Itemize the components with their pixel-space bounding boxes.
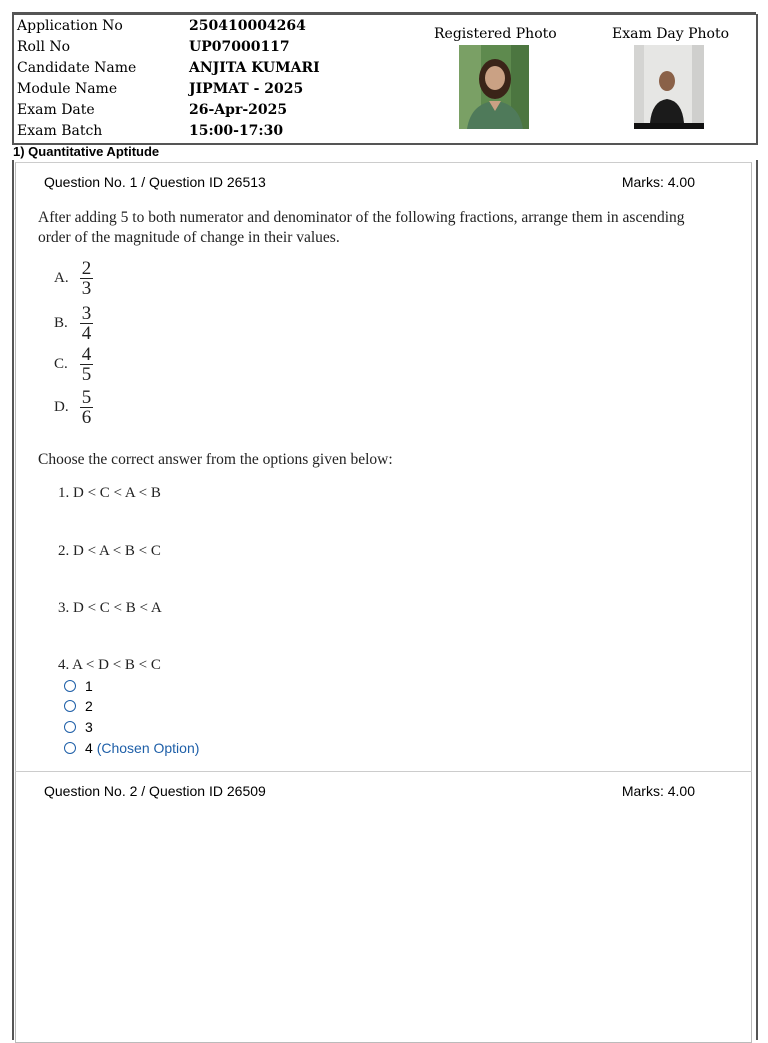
fraction-numerator: 2: [81, 258, 92, 279]
option-text: 1. D < C < A < B: [58, 485, 161, 501]
registered-photo-block: [434, 26, 557, 129]
radio-button[interactable]: [64, 680, 76, 692]
answer-option-label: 4: [85, 740, 93, 756]
registered-photo-label: Registered Photo: [434, 26, 557, 42]
exam-day-photo-label: Exam Day Photo: [612, 26, 730, 42]
info-label: Application No: [17, 18, 123, 34]
info-label: Exam Batch: [17, 123, 103, 139]
fraction-numerator: 3: [81, 303, 92, 324]
fraction-denominator: 5: [81, 364, 92, 385]
info-row: [17, 58, 320, 79]
option-text: 3. D < C < B < A: [58, 600, 162, 616]
fraction-item: [54, 259, 93, 298]
info-label: Module Name: [17, 81, 118, 97]
info-label: Candidate Name: [17, 60, 137, 76]
choose-instruction: Choose the correct answer from the options given below:: [38, 451, 393, 468]
fraction-letter: C.: [54, 356, 68, 372]
exam-day-photo: [634, 45, 704, 129]
answer-option[interactable]: [64, 717, 93, 737]
radio-button[interactable]: [64, 700, 76, 712]
radio-button[interactable]: [64, 742, 76, 754]
fraction-denominator: 4: [81, 323, 92, 344]
candidate-header: [12, 14, 758, 145]
question-header: Question No. 2 / Question ID 26509: [44, 783, 266, 799]
info-value: 15:00-17:30: [189, 123, 284, 139]
info-value: 26-Apr-2025: [189, 102, 288, 118]
question-header: Question No. 1 / Question ID 26513: [44, 174, 266, 190]
info-row: [17, 100, 320, 121]
info-label: Roll No: [17, 39, 71, 55]
fraction-denominator: 3: [81, 278, 92, 299]
question-card: [15, 162, 752, 772]
fraction-letter: D.: [54, 399, 69, 415]
question-marks: Marks: 4.00: [621, 783, 695, 799]
answer-option-label: 1: [85, 678, 93, 694]
info-value: 250410004264: [189, 18, 306, 34]
question-text: After adding 5 to both numerator and denominator of the following fractions, arrange them in ascending order of the magnitude of change in their values.: [38, 209, 685, 246]
chosen-option-marker: (Chosen Option): [96, 740, 200, 756]
exam-day-photo-block: [612, 26, 730, 129]
answer-option-label: 2: [85, 698, 93, 714]
option-text: 4. A < D < B < C: [58, 657, 161, 673]
fraction-item: [54, 304, 93, 343]
info-row: [17, 16, 320, 37]
info-label: Exam Date: [17, 102, 95, 118]
fraction-item: [54, 388, 93, 427]
fraction-numerator: 5: [81, 387, 92, 408]
fraction-numerator: 4: [81, 344, 92, 365]
fraction: [80, 345, 94, 384]
info-value: ANJITA KUMARI: [189, 60, 320, 76]
fraction-letter: A.: [54, 270, 69, 286]
answer-option[interactable]: [64, 676, 93, 696]
question-marks: Marks: 4.00: [621, 174, 695, 190]
fraction-letter: B.: [54, 315, 68, 331]
info-row: [17, 121, 320, 142]
radio-button[interactable]: [64, 721, 76, 733]
info-value: UP07000117: [189, 39, 290, 55]
section-title: 1) Quantitative Aptitude: [13, 144, 160, 159]
answer-option-label: 3: [85, 719, 93, 735]
option-text: 2. D < A < B < C: [58, 543, 161, 559]
info-row: [17, 79, 320, 100]
fraction: [80, 304, 94, 343]
fraction: [80, 259, 94, 298]
info-row: [17, 37, 320, 58]
fraction-denominator: 6: [81, 407, 92, 428]
answer-option[interactable]: [64, 738, 199, 758]
fraction-item: [54, 345, 93, 384]
fraction: [80, 388, 94, 427]
registered-photo: [459, 45, 529, 129]
info-value: JIPMAT - 2025: [189, 81, 304, 97]
answer-option[interactable]: [64, 696, 93, 716]
question-card: [15, 771, 752, 1043]
candidate-info-table: [17, 16, 320, 142]
